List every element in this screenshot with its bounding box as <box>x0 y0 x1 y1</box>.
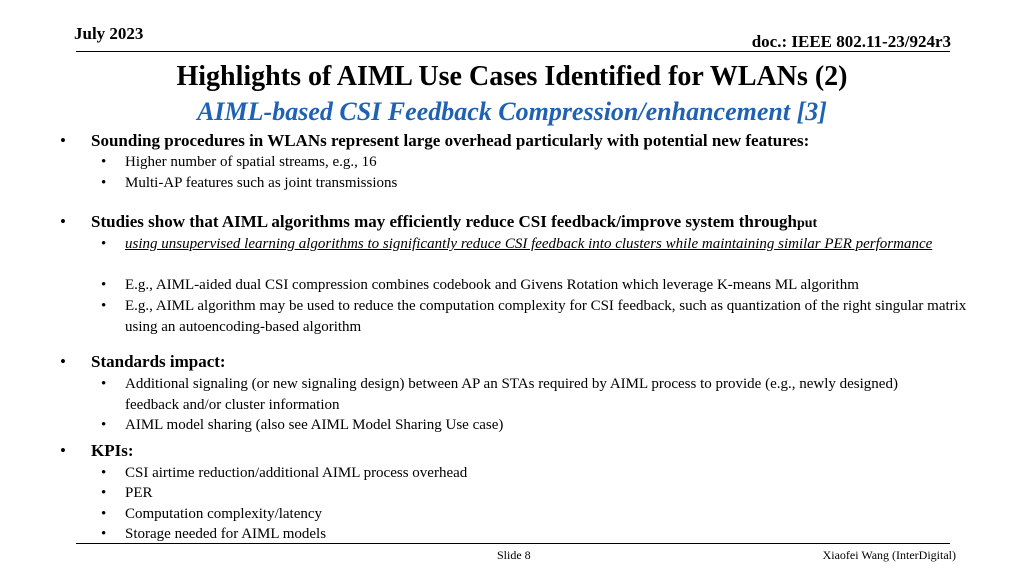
footer-rule <box>76 543 950 544</box>
footer-author: Xiaofei Wang (InterDigital) <box>822 548 956 562</box>
slide-title: Highlights of AIML Use Cases Identified for WLANs (2) <box>176 61 848 92</box>
bullet-dot: • <box>60 212 66 231</box>
bullet-dot: • <box>60 131 66 150</box>
slide-subtitle: AIML-based CSI Feedback Compression/enhancement [3] <box>197 97 827 126</box>
bullet-text: Studies show that AIML algorithms may efficiently reduce CSI feedback/improve system throughput <box>91 212 818 231</box>
bullet-text: Standards impact: <box>91 352 226 371</box>
slide-number: Slide 8 <box>497 548 531 562</box>
header-doc-id: doc.: IEEE 802.11-23/924r3 <box>751 32 951 51</box>
header-date: July 2023 <box>74 24 144 43</box>
bullet-text: Sounding procedures in WLANs represent large overhead particularly with potential new features: <box>91 131 810 150</box>
slide-body: • Sounding procedures in WLANs represent large overhead particularly with potential new features: • Higher number of spatial streams, e.g., 16 • Multi-AP features such as joint transmissions • Studies show that AIML algorithms may efficiently reduce CSI feedback/improve system throughput • using unsupervised learning algorithms to significantly reduce CSI feedback into clusters while maintaining similar PER performance • E.g., AIML-aided dual CSI compression combines codebook and Givens Rotation which leverage K-means ML algorithm • E.g., AIML algorithm may be used to reduce the computation complexity for CSI feedback, such as quantization of the right singular matrix using an autoencoding-based algorithm • Standards impact: • Additional signaling (or new signaling design) between AP an STAs required by AIML process to provide (e.g., newly designed) feedback and/or cluster information • AIML model sharing (also see AIML Model Sharing Use case) • KPIs: • CSI airtime reduction/additional AIML process overhead • PER • Computation complexity/latency • Storage needed for AIML models <box>0 0 1024 576</box>
sub-bullet-italic: using unsupervised learning algorithms to significantly reduce CSI feedback into clusters while maintaining similar PER performance <box>125 236 933 252</box>
bullet-dot: • <box>60 352 66 371</box>
bullet-text: KPIs: <box>91 441 134 460</box>
bullet-dot: • <box>60 441 66 460</box>
